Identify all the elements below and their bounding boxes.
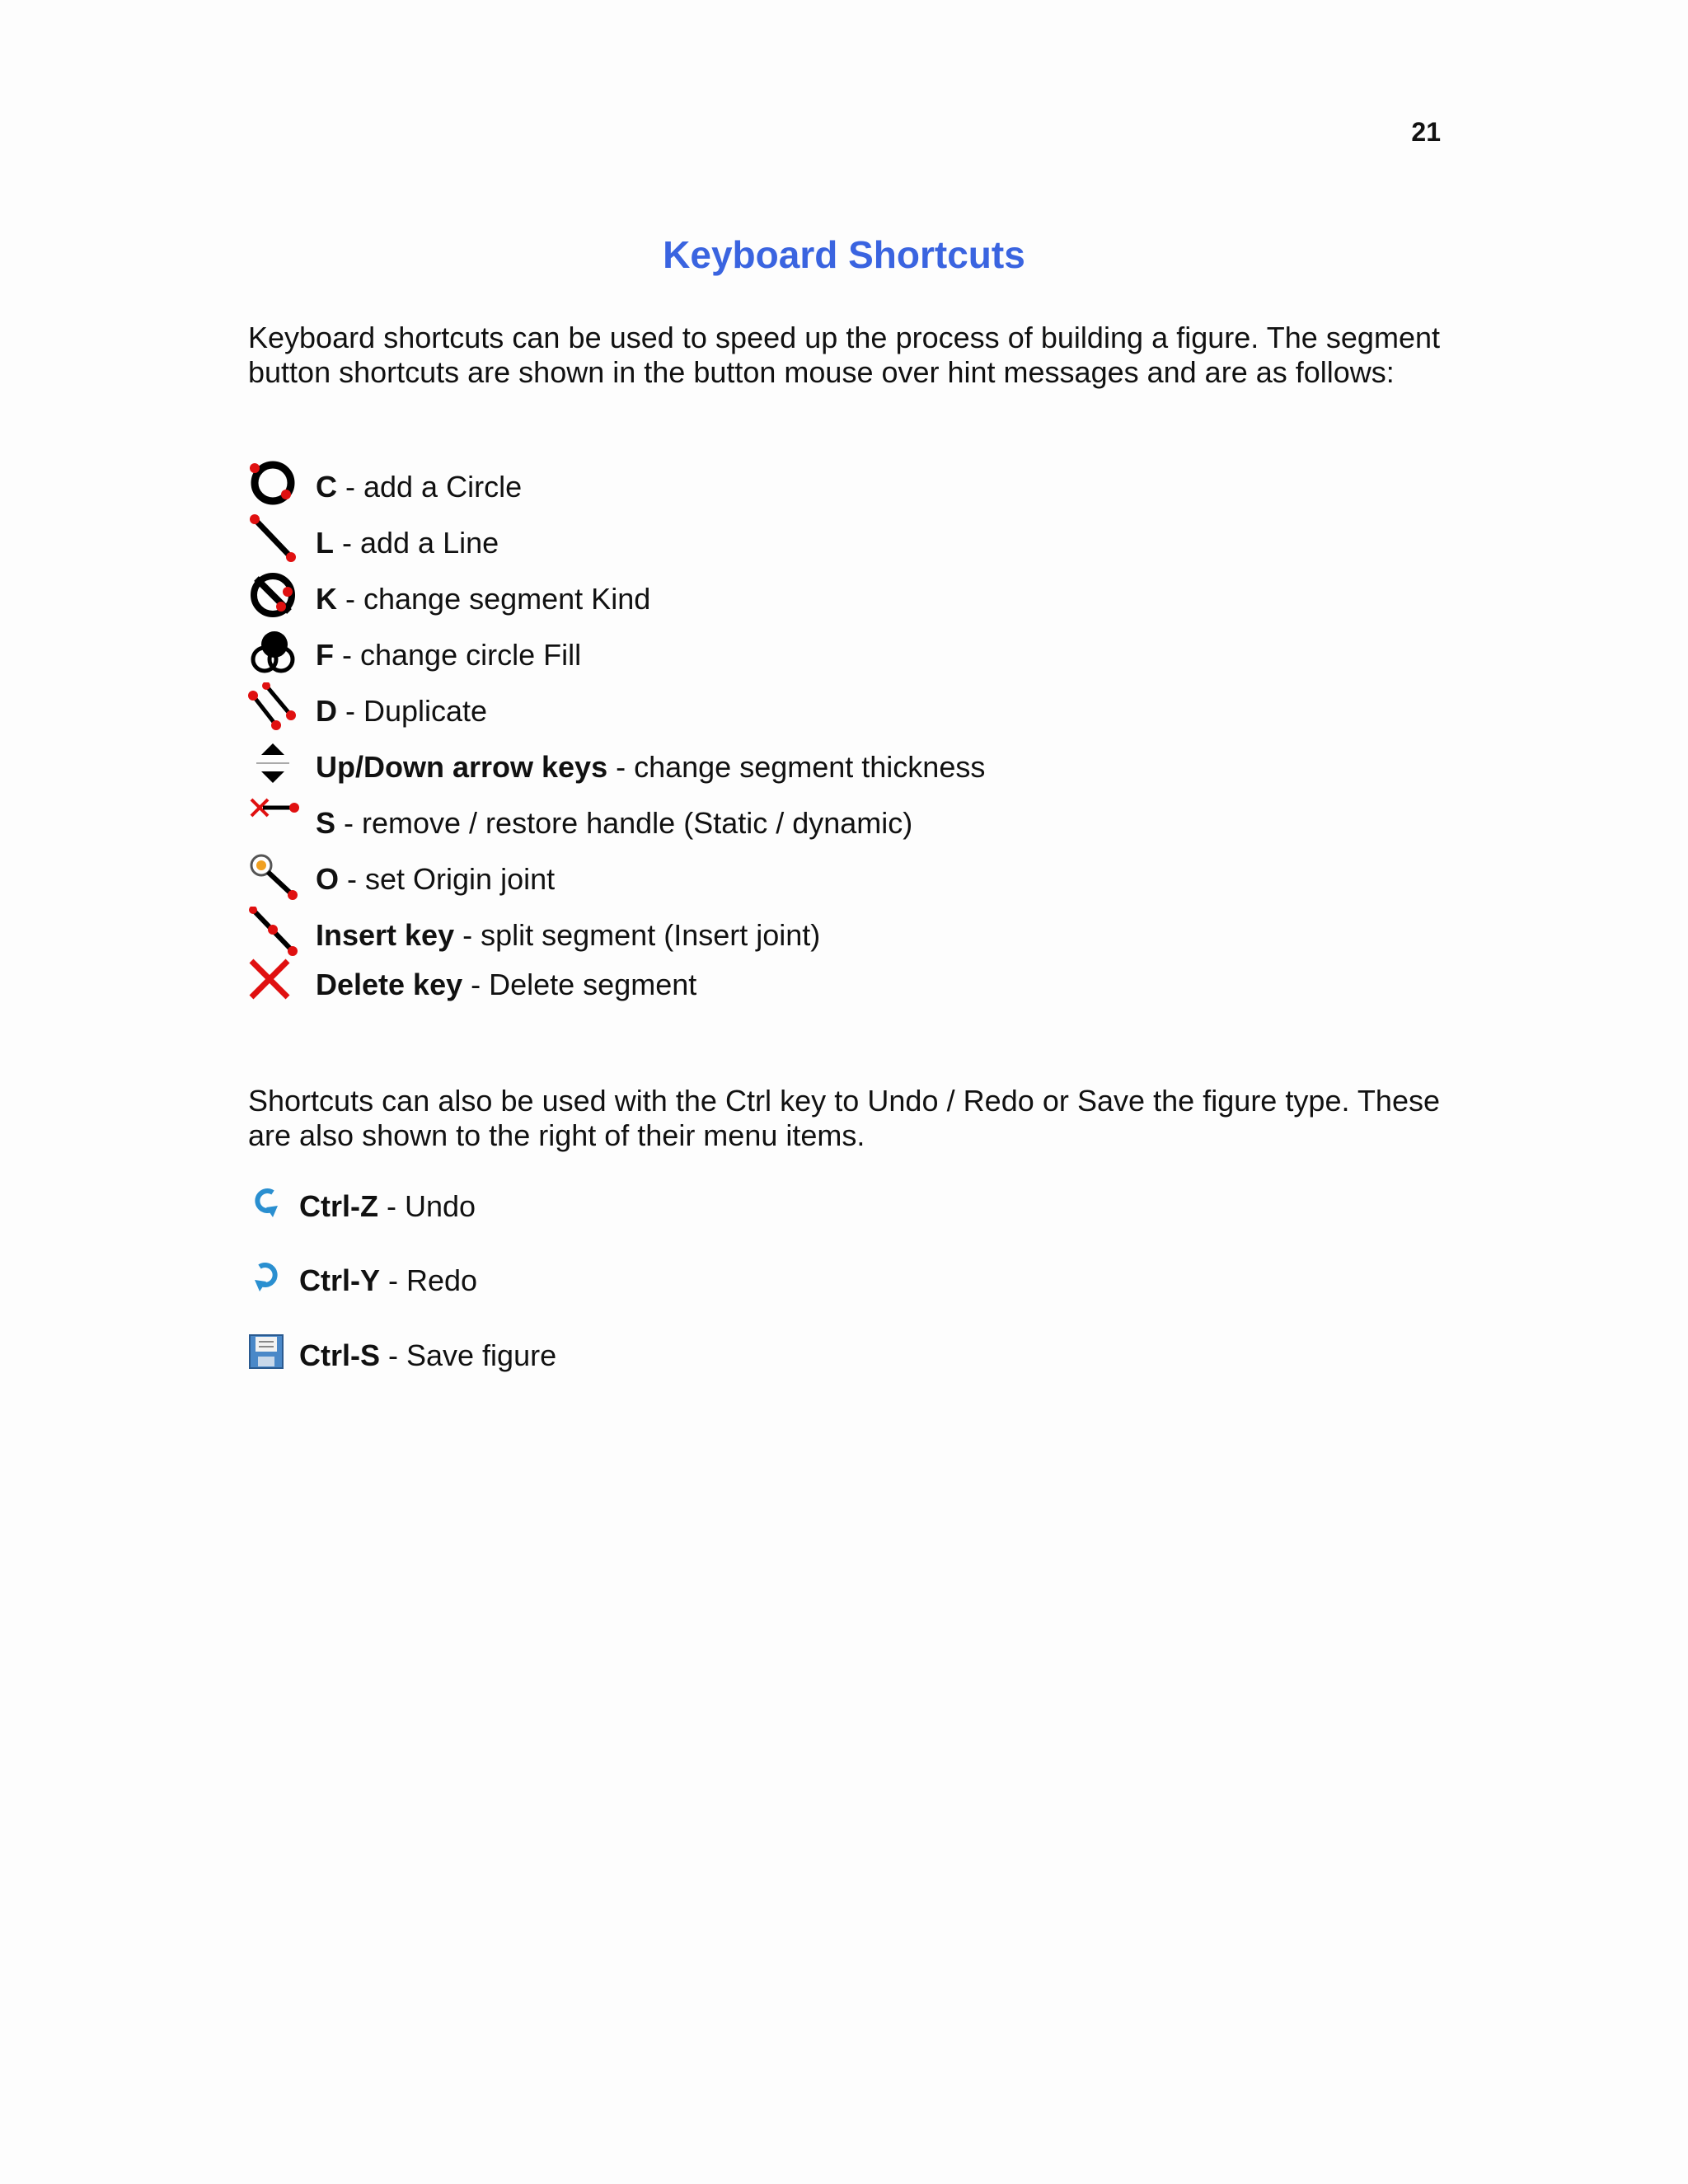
shortcut-description: - change circle Fill [334, 638, 582, 672]
kind-icon [248, 570, 299, 620]
line-icon [248, 514, 299, 564]
save-icon [248, 1333, 284, 1370]
split-segment-icon [248, 907, 299, 956]
shortcut-description: - remove / restore handle (Static / dynamic) [335, 806, 913, 840]
origin-joint-icon [248, 851, 299, 900]
shortcut-description: - add a Circle [337, 470, 523, 504]
shortcut-key: Ctrl-S [299, 1338, 380, 1372]
shortcut-key: Delete key [316, 968, 463, 1001]
shortcut-key: D [316, 694, 337, 728]
shortcut-description: - add a Line [334, 526, 499, 560]
shortcut-key: C [316, 470, 337, 504]
ctrl-intro-paragraph: Shortcuts can also be used with the Ctrl key to Undo / Redo or Save the figure type. These are also shown to the right of their menu items. [248, 1084, 1440, 1152]
thickness-arrows-icon [248, 738, 299, 788]
intro-paragraph: Keyboard shortcuts can be used to speed up the process of building a figure. The segment button shortcuts are shown in the button mouse over hint messages and are as follows: [248, 321, 1440, 389]
shortcut-key: L [316, 526, 334, 560]
shortcut-key: K [316, 582, 337, 616]
page-number: 21 [1411, 117, 1441, 147]
circle-icon [248, 458, 299, 508]
fill-icon [248, 626, 299, 676]
shortcut-key: O [316, 862, 340, 896]
undo-icon [248, 1184, 284, 1221]
duplicate-icon [248, 682, 299, 732]
shortcut-description: - split segment (Insert joint) [454, 918, 821, 952]
page-title: Keyboard Shortcuts [663, 233, 1025, 276]
shortcut-description: - Duplicate [337, 694, 488, 728]
shortcut-description: - Undo [377, 1189, 476, 1223]
shortcut-key: F [316, 638, 334, 672]
shortcut-key: S [316, 806, 336, 840]
shortcut-description: - change segment Kind [337, 582, 651, 616]
shortcut-description: - change segment thickness [607, 750, 986, 784]
shortcut-description: - Redo [380, 1263, 478, 1297]
delete-icon [248, 956, 299, 1005]
static-handle-icon [248, 794, 299, 844]
shortcut-key: Up/Down arrow keys [316, 750, 608, 784]
redo-icon [248, 1258, 284, 1295]
shortcut-key: Ctrl-Y [299, 1263, 380, 1297]
shortcut-description: - set Origin joint [339, 862, 556, 896]
shortcut-key: Ctrl-Z [299, 1189, 378, 1223]
shortcut-key: Insert key [316, 918, 455, 952]
shortcut-description: - Delete segment [462, 968, 697, 1001]
shortcut-description: - Save figure [380, 1338, 557, 1372]
